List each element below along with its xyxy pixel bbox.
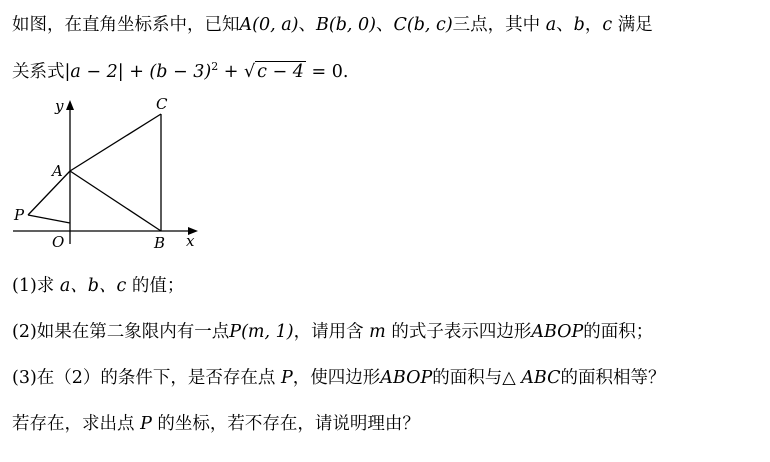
segment-AP xyxy=(28,171,70,215)
question-text: ，使四边形 xyxy=(292,368,381,388)
var-m: m xyxy=(369,322,386,342)
question-text: 的面积与△ xyxy=(432,368,522,388)
intro-text: 三点，其中 xyxy=(452,15,546,35)
separator: 、 xyxy=(556,15,574,35)
point-A-coord: A(0, a) xyxy=(239,15,299,35)
segment-PO xyxy=(28,215,70,223)
quad-ABOP: ABOP xyxy=(531,322,584,342)
y-axis-arrow xyxy=(66,100,74,110)
label-y: y xyxy=(55,97,64,115)
period: . xyxy=(342,62,349,82)
question-text: (3)在（2）的条件下，是否存在点 xyxy=(12,368,281,388)
question-text: (2)如果在第二象限内有一点 xyxy=(12,322,230,342)
segment-AC xyxy=(70,114,161,171)
question-text: 的面积相等？ xyxy=(560,368,666,388)
point-P-coord: P(m, 1) xyxy=(229,322,294,342)
question-1 xyxy=(12,272,184,297)
question-text: ，请用含 xyxy=(293,322,370,342)
quad-ABOP: ABOP xyxy=(380,368,433,388)
exponent: 2 xyxy=(211,60,219,74)
plus-sign: + xyxy=(218,62,245,82)
question-text: 的面积； xyxy=(583,322,654,342)
point-B-coord: B(b, 0) xyxy=(316,15,376,35)
separator: 、 xyxy=(298,15,316,35)
question-text: 若存在，求出点 xyxy=(12,414,141,434)
question-text: 的值； xyxy=(126,276,185,296)
var-b: b xyxy=(573,15,585,35)
sqrt-term xyxy=(244,62,306,82)
problem-intro-line-1 xyxy=(12,11,653,36)
question-2 xyxy=(12,318,653,343)
question-text: 的式子表示四边形 xyxy=(385,322,532,342)
problem-intro-line-2 xyxy=(12,58,348,83)
question-3-continued xyxy=(12,410,420,435)
label-O: O xyxy=(52,233,65,251)
point-P: P xyxy=(140,414,152,434)
equals-zero: = 0 xyxy=(305,62,343,82)
intro-text: 满足 xyxy=(612,15,653,35)
var-a: a xyxy=(545,15,557,35)
label-C: C xyxy=(156,95,168,113)
question-text: (1)求 xyxy=(12,276,60,296)
intro-text: 关系式 xyxy=(12,62,65,82)
label-B: B xyxy=(154,234,166,252)
segment-AB xyxy=(70,171,161,231)
question-text: 的坐标，若不存在，请说明理由？ xyxy=(151,414,420,434)
label-A: A xyxy=(52,162,63,180)
point-C-coord: C(b, c) xyxy=(393,15,453,35)
triangle-ABC: ABC xyxy=(521,368,561,388)
intro-text: 如图，在直角坐标系中，已知 xyxy=(12,15,240,35)
radicand: c − 4 xyxy=(257,62,304,82)
radical-sign: √ xyxy=(244,62,256,82)
label-P: P xyxy=(14,206,25,224)
question-vars: a、b、c xyxy=(59,276,127,296)
equation-term: |a − 2| + (b − 3) xyxy=(64,62,212,82)
var-c: c xyxy=(602,15,613,35)
coordinate-figure xyxy=(8,94,208,254)
separator: 、 xyxy=(375,15,394,35)
point-P: P xyxy=(281,368,293,388)
label-x: x xyxy=(186,232,195,250)
separator: ， xyxy=(584,15,603,35)
question-3 xyxy=(12,364,665,389)
